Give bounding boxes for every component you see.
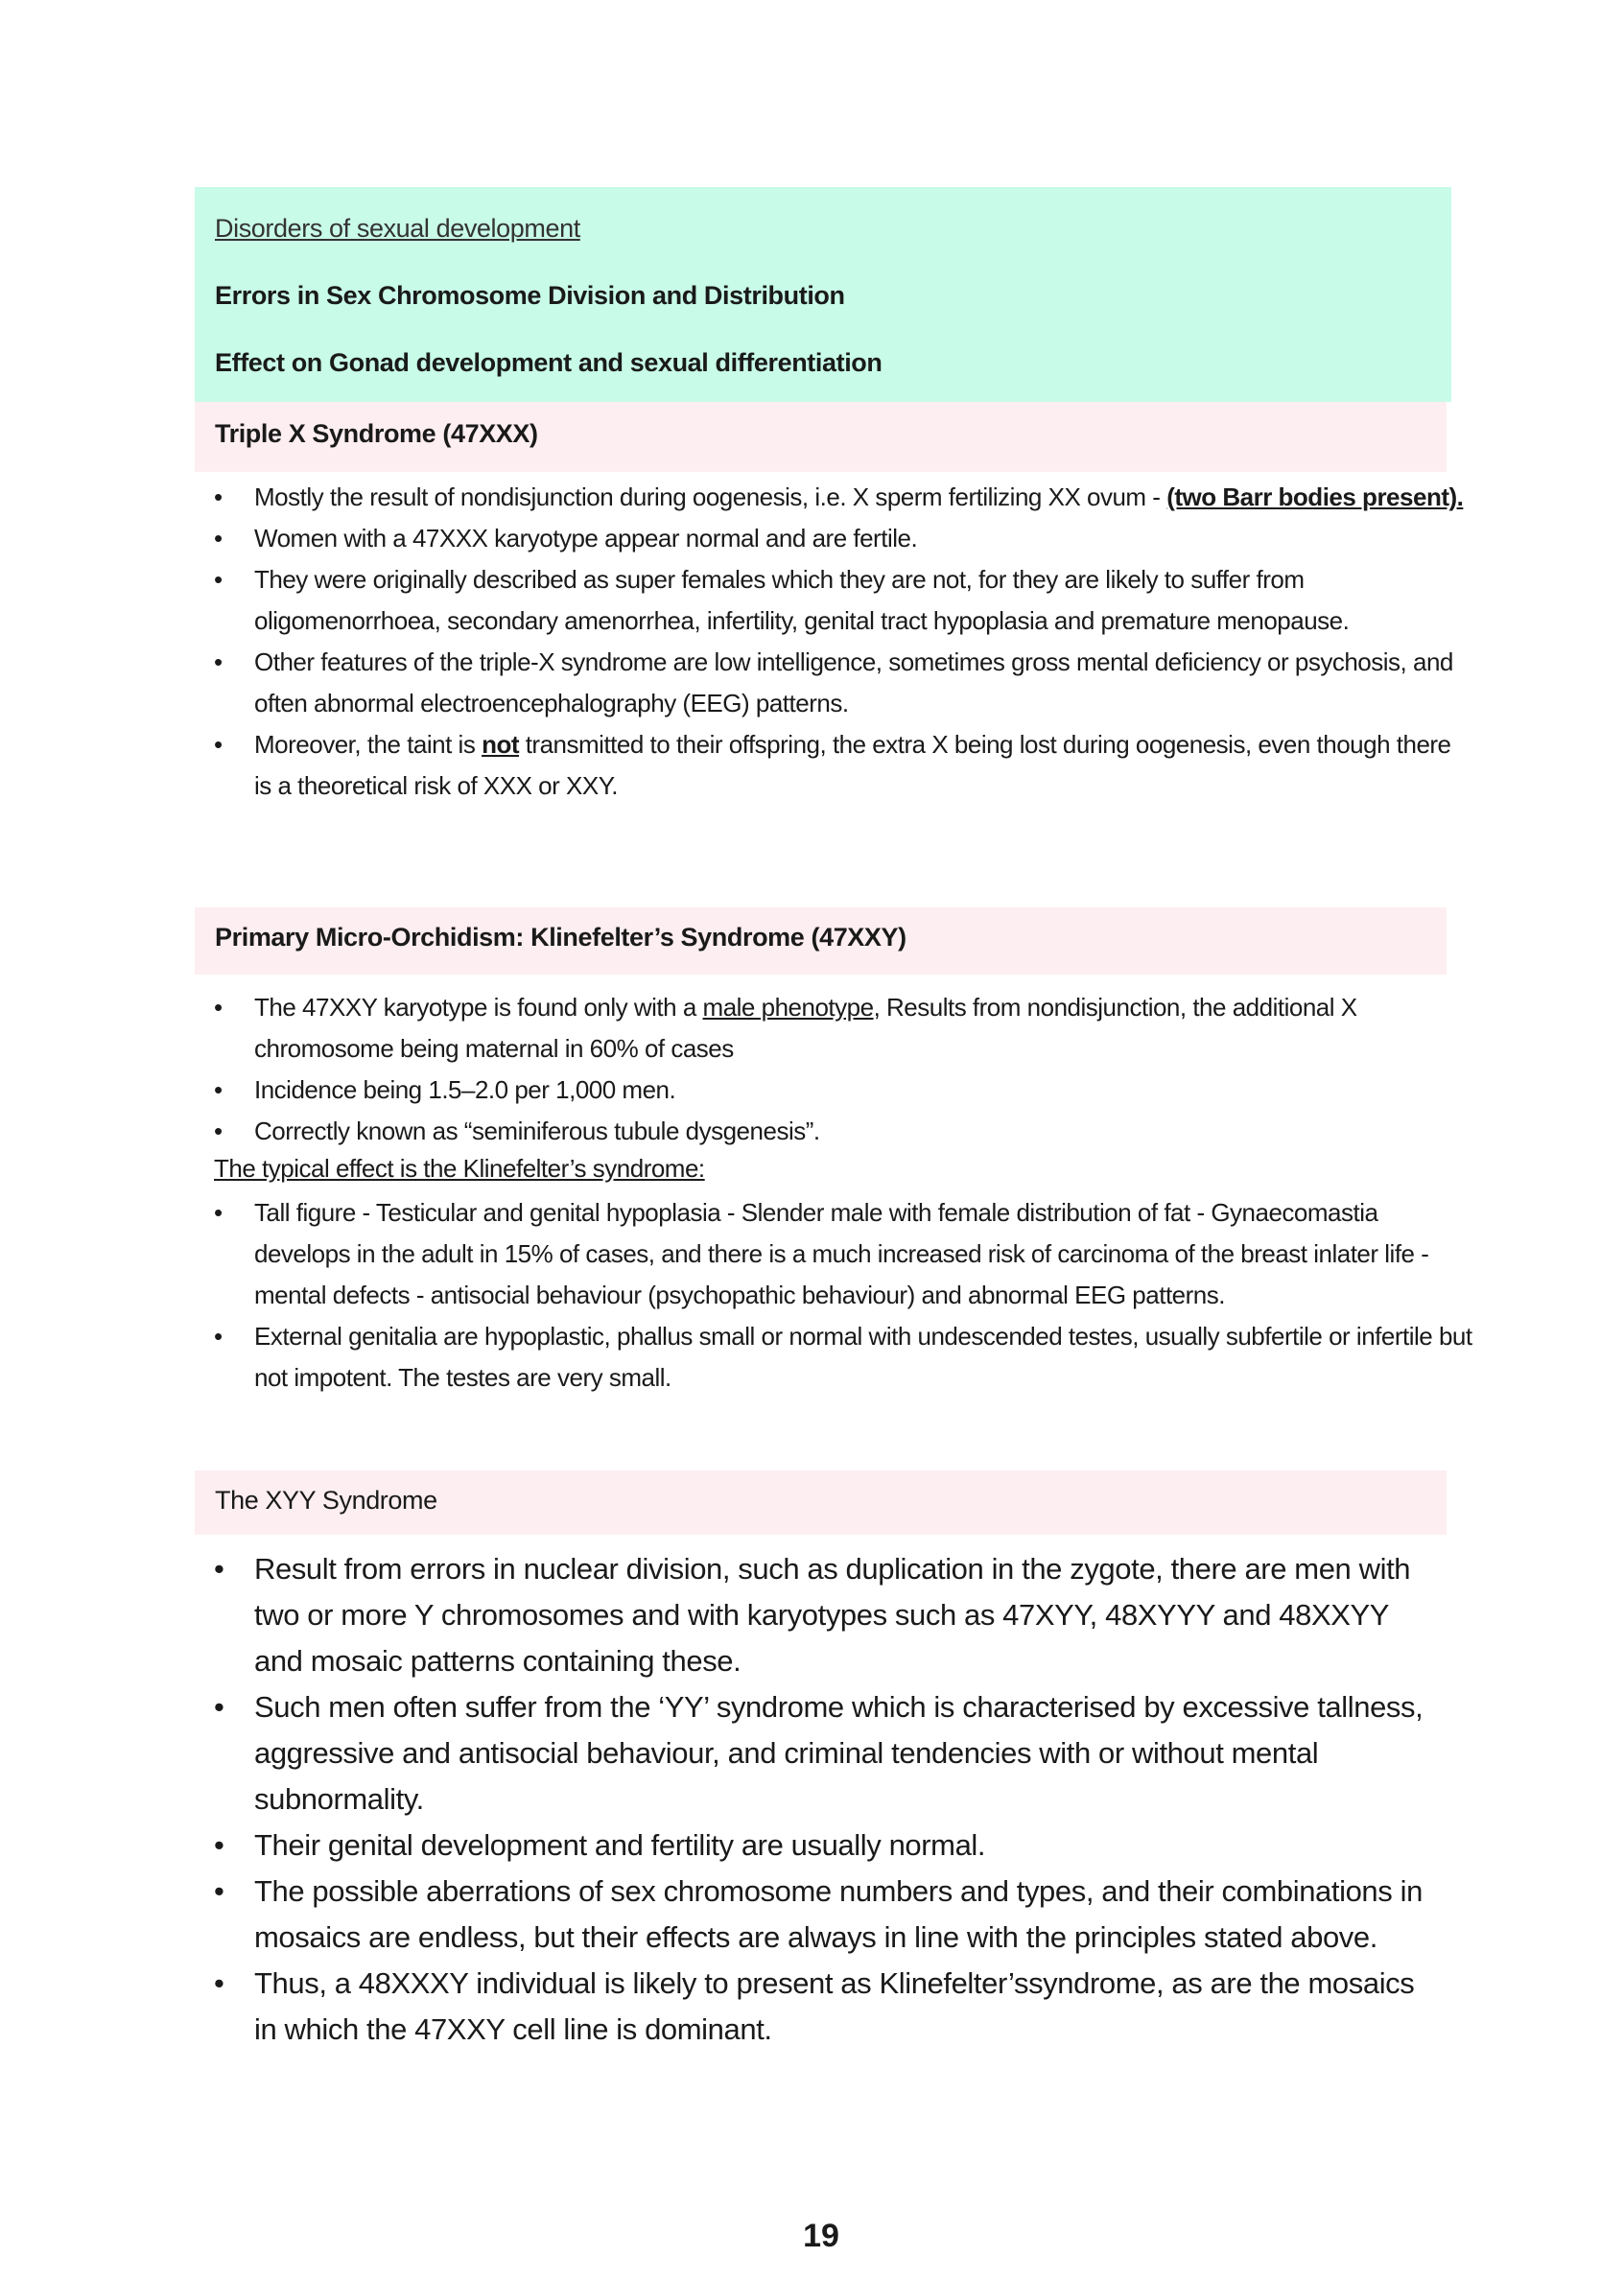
item-text: Moreover, the taint is xyxy=(254,730,482,759)
list-item: • Their genital development and fertility are usually normal. xyxy=(197,1822,1434,1869)
list-item xyxy=(197,477,1472,518)
list-item: • The possible aberrations of sex chromosome numbers and types, and their combinations in mosaics are endless, but their effects are always in line with the principles stated above. xyxy=(197,1869,1434,1961)
xyy-list xyxy=(197,1546,1434,2053)
list-item xyxy=(197,724,1472,807)
section-header-xyy xyxy=(195,1470,1447,1535)
item-text: The 47XXY karyotype is found only with a xyxy=(254,993,703,1022)
section-heading: Primary Micro-Orchidism: Klinefelter’s Syndrome (47XXY) xyxy=(215,923,906,952)
chapter-subtitle: Effect on Gonad development and sexual differentiation xyxy=(215,348,883,377)
list-item: • Correctly known as “seminiferous tubule dysgenesis”. xyxy=(197,1111,1472,1152)
klinefelter-list xyxy=(197,987,1472,1152)
list-item: • Incidence being 1.5–2.0 per 1,000 men. xyxy=(197,1070,1472,1111)
item-text: , Results from nondisjunction, the additional X chromosome being maternal in 60% of cases xyxy=(254,993,1357,1063)
list-item: • Tall figure - Testicular and genital hypoplasia - Slender male with female distribution of fat - Gynaecomastia develops in the adult in 15% of cases, and there is a much increased risk of carcinoma of the breast inlater life - mental defects - antisocial behaviour (psychopathic behaviour) and abnormal EEG patterns. xyxy=(197,1192,1472,1316)
section-header-triple-x xyxy=(195,402,1447,472)
list-item: • They were originally described as super females which they are not, for they are likely to suffer from oligomenorrhoea, secondary amenorrhea, infertility, genital tract hypoplasia and premature menopause. xyxy=(197,559,1472,642)
emphasis-text: not xyxy=(482,730,519,759)
list-item: • Result from errors in nuclear division, such as duplication in the zygote, there are men with two or more Y chromosomes and with karyotypes such as 47XYY, 48XYYY and 48XXYY and mosaic patterns containing these. xyxy=(197,1546,1434,1684)
topic-title: Disorders of sexual development xyxy=(215,214,580,243)
item-text: transmitted to their offspring, the extra X being lost during oogenesis, even though there is a theoretical risk of XXX or XXY. xyxy=(254,730,1451,800)
page-number: 19 xyxy=(803,2218,839,2254)
list-item: • Thus, a 48XXXY individual is likely to present as Klinefelter’ssyndrome, as are the mosaics in which the 47XXY cell line is dominant. xyxy=(197,1961,1434,2053)
list-item: • Women with a 47XXX karyotype appear normal and are fertile. xyxy=(197,518,1472,559)
section-heading: The XYY Syndrome xyxy=(215,1486,437,1515)
list-item: • Such men often suffer from the ‘YY’ syndrome which is characterised by excessive tallness, aggressive and antisocial behaviour, and criminal tendencies with or without mental subnormality. xyxy=(197,1684,1434,1822)
triple-x-list xyxy=(197,477,1472,807)
section-heading: Triple X Syndrome (47XXX) xyxy=(215,419,538,448)
list-item: • Other features of the triple-X syndrome are low intelligence, sometimes gross mental deficiency or psychosis, and often abnormal electroencephalography (EEG) patterns. xyxy=(197,642,1472,724)
header-box xyxy=(195,187,1451,402)
section-header-klinefelter xyxy=(195,907,1447,975)
item-text: Mostly the result of nondisjunction during oogenesis, i.e. X sperm fertilizing XX ovum - xyxy=(254,482,1167,511)
list-item: • External genitalia are hypoplastic, phallus small or normal with undescended testes, usually subfertile or infertile but not impotent. The testes are very small. xyxy=(197,1316,1472,1399)
subheading: The typical effect is the Klinefelter’s syndrome: xyxy=(214,1154,705,1183)
list-item xyxy=(197,987,1472,1070)
emphasis-text: (two Barr bodies present). xyxy=(1166,482,1464,511)
klinefelter-effects-list xyxy=(197,1192,1472,1399)
chapter-title: Errors in Sex Chromosome Division and Distribution xyxy=(215,281,845,310)
emphasis-text: male phenotype xyxy=(702,993,874,1022)
